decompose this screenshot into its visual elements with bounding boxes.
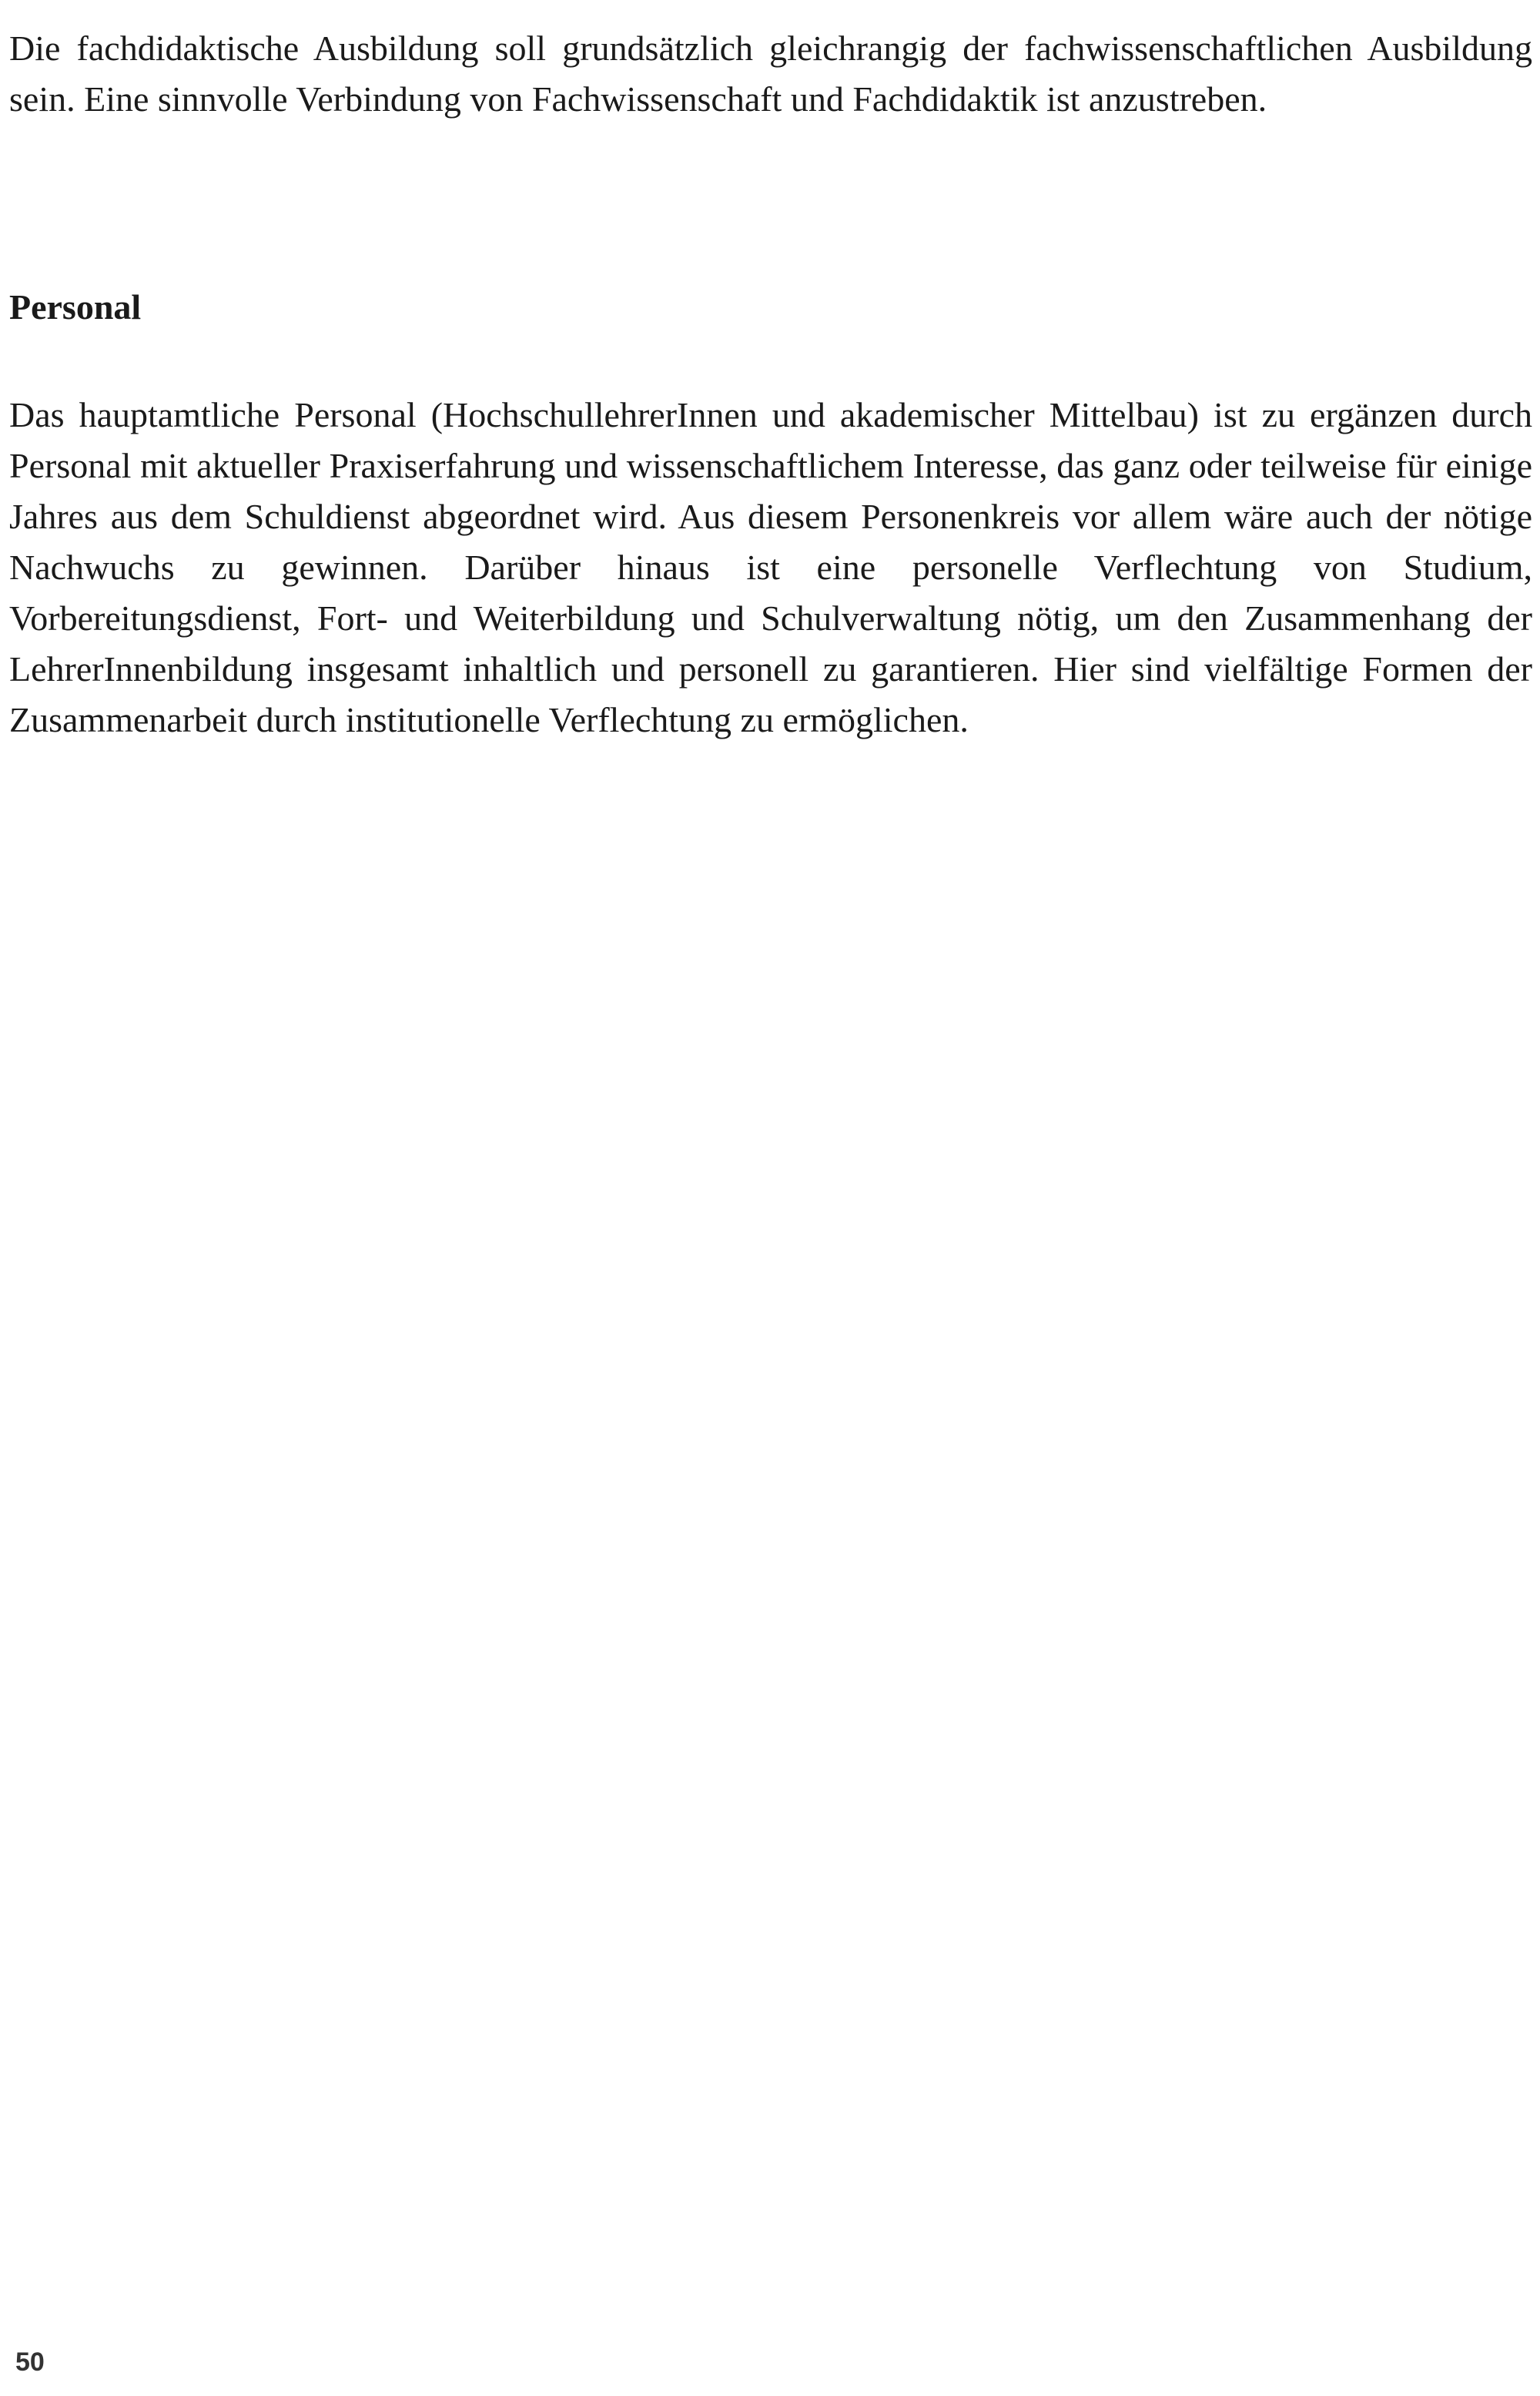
section-heading-personal: Personal <box>9 287 142 327</box>
personal-paragraph: Das hauptamtliche Personal (HochschullehrerInnen und akademischer Mittelbau) ist zu ergänzen durch Personal mit aktueller Praxiserfahrung und wissenschaftlichem Interesse, das ganz oder teilweise für einige Jahres aus dem Schuldienst abgeordnet wird. Aus diesem Personenkreis vor allem wäre auch der nötige Nachwuchs zu gewinnen. Darüber hinaus ist eine personelle Verflechtung von Studium, Vorbereitungsdienst, Fort- und Weiterbildung und Schulverwaltung nötig, um den Zusammenhang der LehrerInnenbildung insgesamt inhaltlich und personell zu garantieren. Hier sind vielfältige Formen der Zusammenarbeit durch institutionelle Verflechtung zu ermöglichen. <box>9 395 1532 739</box>
page-number: 50 <box>15 2347 45 2377</box>
intro-paragraph: Die fachdidaktische Ausbildung soll grundsätzlich gleichrangig der fachwissenschaftlichen Ausbildung sein. Eine sinnvolle Verbindung von Fachwissenschaft und Fachdidaktik ist anzustreben. <box>9 28 1532 119</box>
